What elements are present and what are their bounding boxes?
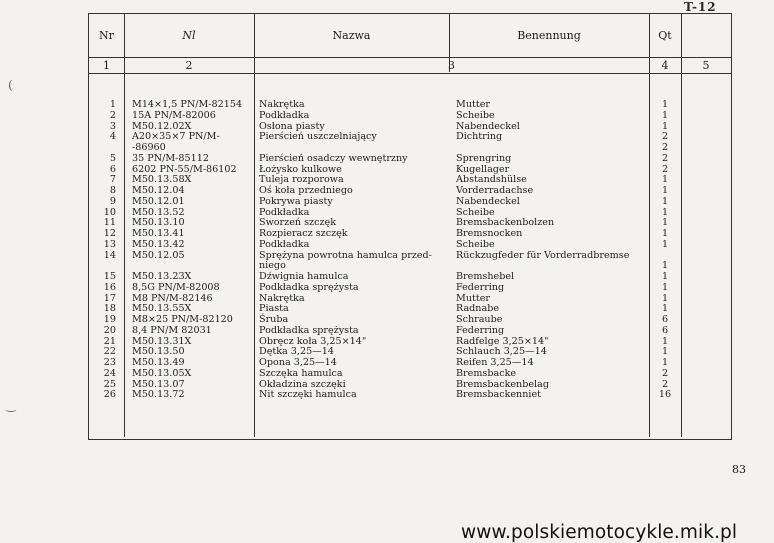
corner-label: T-12 bbox=[684, 0, 717, 14]
row-benennung: Radfelge 3,25×14" bbox=[456, 335, 549, 347]
table-row bbox=[89, 197, 731, 208]
row-nazwa: Pierścień uszczelniający bbox=[259, 131, 377, 143]
row-benennung: Rückzugfeder für Vorderradbremse bbox=[456, 249, 630, 261]
row-nr: 24 bbox=[103, 367, 116, 379]
column-number: 3 bbox=[448, 59, 455, 72]
table-row bbox=[89, 186, 731, 197]
footer-url: www.polskiemotocykle.mik.pl bbox=[461, 522, 738, 543]
table-row bbox=[89, 143, 731, 154]
row-benennung: Bremsbackenbolzen bbox=[456, 217, 555, 229]
row-qt: 1 bbox=[661, 174, 669, 186]
row-part-number: 15A PN/M-82006 bbox=[132, 109, 216, 121]
row-part-number: M50.13.10 bbox=[132, 217, 185, 229]
scan-mark: ( bbox=[8, 78, 13, 92]
column-number: 1 bbox=[103, 59, 110, 72]
row-part-number: M50.12.01 bbox=[132, 195, 185, 207]
row-nazwa: Sworzeń szczęk bbox=[259, 217, 337, 229]
row-nr: 26 bbox=[103, 389, 116, 401]
row-nazwa: Oś koła przedniego bbox=[259, 185, 353, 196]
table-row bbox=[89, 272, 731, 283]
row-benennung: Bremsbackenbelag bbox=[456, 378, 549, 390]
row-nr: 23 bbox=[103, 357, 116, 368]
row-nazwa: Podkładka bbox=[259, 206, 310, 218]
row-qt: 16 bbox=[658, 389, 672, 401]
row-part-number: M50.13.31X bbox=[132, 335, 192, 347]
row-part-number: 8,4 PN/M 82031 bbox=[132, 324, 212, 336]
table-row bbox=[89, 347, 731, 358]
row-benennung: Scheibe bbox=[456, 109, 495, 121]
table-row bbox=[89, 111, 731, 122]
row-qt: 2 bbox=[661, 163, 669, 175]
row-qt: 2 bbox=[661, 378, 669, 390]
row-nazwa: Dźwignia hamulca bbox=[259, 271, 349, 282]
row-qt: 2 bbox=[661, 131, 669, 143]
row-benennung: Scheibe bbox=[456, 206, 495, 218]
row-part-number: M14×1,5 PN/M-82154 bbox=[132, 99, 243, 110]
table-row bbox=[89, 326, 731, 337]
row-nr: 20 bbox=[103, 324, 116, 336]
row-nr: 2 bbox=[109, 109, 116, 121]
table-row bbox=[89, 315, 731, 326]
row-qt: 1 bbox=[661, 185, 669, 196]
row-nr: 9 bbox=[109, 195, 116, 207]
row-qt: 1 bbox=[661, 99, 669, 110]
row-qt: 1 bbox=[661, 195, 669, 207]
row-qt: 1 bbox=[661, 206, 669, 218]
table-row bbox=[89, 100, 731, 111]
row-benennung: Vorderradachse bbox=[456, 185, 534, 196]
scan-mark: ‿ bbox=[6, 398, 16, 412]
row-nazwa: Podkładka bbox=[259, 109, 310, 121]
row-qt: 1 bbox=[661, 281, 669, 293]
table-row bbox=[89, 175, 731, 186]
row-benennung: Bremshebel bbox=[456, 271, 515, 282]
row-nr: 21 bbox=[103, 335, 116, 347]
table-row bbox=[89, 132, 731, 143]
row-nr: 11 bbox=[103, 217, 116, 229]
row-nazwa: Dętka 3,25—14 bbox=[259, 346, 334, 358]
row-part-number: M50.13.42 bbox=[132, 238, 185, 250]
row-nazwa: Obręcz koła 3,25×14" bbox=[259, 335, 367, 347]
row-nr: 22 bbox=[103, 346, 116, 358]
column-number: 4 bbox=[661, 59, 669, 72]
row-part-number: M50.13.41 bbox=[132, 228, 185, 239]
row-nr: 14 bbox=[103, 249, 116, 261]
parts-table bbox=[88, 13, 732, 440]
row-qt: 6 bbox=[661, 314, 669, 325]
row-part-number: 8,5G PN/M-82008 bbox=[132, 281, 220, 293]
row-nr: 18 bbox=[103, 303, 116, 315]
column-number: 2 bbox=[185, 59, 193, 72]
row-qt: 1 bbox=[661, 260, 669, 272]
row-qt: 2 bbox=[661, 367, 669, 379]
header-nazwa: Nazwa bbox=[332, 29, 371, 42]
table-row bbox=[89, 283, 731, 294]
row-nazwa: Podkładka sprężysta bbox=[259, 281, 359, 293]
row-qt: 1 bbox=[661, 217, 669, 229]
row-benennung: Reifen 3,25—14 bbox=[456, 357, 534, 368]
table-row bbox=[89, 208, 731, 219]
row-qt: 1 bbox=[661, 303, 669, 315]
header-nl: Nl bbox=[182, 29, 196, 42]
row-nazwa: Podkładka sprężysta bbox=[259, 324, 359, 336]
row-nr: 13 bbox=[103, 238, 116, 250]
row-benennung: Nabendeckel bbox=[456, 195, 520, 207]
row-qt: 1 bbox=[661, 238, 669, 250]
row-nr: 25 bbox=[103, 378, 116, 390]
column-number-row bbox=[89, 58, 731, 74]
row-benennung: Kugellager bbox=[456, 163, 510, 175]
row-part-number: M50.12.05 bbox=[132, 249, 185, 261]
row-nr: 16 bbox=[103, 281, 116, 293]
row-nazwa: Pierścień osadczy wewnętrzny bbox=[259, 152, 408, 164]
row-benennung: Mutter bbox=[456, 99, 490, 110]
column-number: 5 bbox=[702, 59, 710, 72]
row-part-number: M50.13.05X bbox=[132, 367, 192, 379]
row-benennung: Radnabe bbox=[456, 303, 500, 315]
row-part-number: M50.13.23X bbox=[132, 271, 192, 282]
table-row bbox=[89, 251, 731, 262]
row-benennung: Schraube bbox=[456, 314, 503, 325]
row-part-number: M50.13.50 bbox=[132, 346, 185, 358]
row-benennung: Mutter bbox=[456, 292, 490, 304]
row-qt: 1 bbox=[661, 271, 669, 282]
row-nazwa: Osłona piasty bbox=[259, 120, 325, 132]
row-qt: 1 bbox=[661, 357, 669, 368]
row-nazwa: Pokrywa piasty bbox=[259, 195, 333, 207]
row-nr: 19 bbox=[103, 314, 116, 325]
row-nazwa: Rozpieracz szczęk bbox=[259, 228, 348, 239]
row-part-number: 35 PN/M-85112 bbox=[132, 152, 209, 164]
row-part-number: -86960 bbox=[132, 142, 166, 153]
row-part-number: M50.13.72 bbox=[132, 389, 185, 401]
page-number: 83 bbox=[732, 463, 746, 476]
row-nr: 15 bbox=[103, 271, 116, 282]
row-nr: 6 bbox=[109, 163, 116, 175]
row-part-number: 6202 PN-55/M-86102 bbox=[132, 163, 237, 175]
row-qt: 1 bbox=[661, 120, 669, 132]
table-row bbox=[89, 218, 731, 229]
row-benennung: Scheibe bbox=[456, 238, 495, 250]
row-nr: 3 bbox=[109, 120, 116, 132]
row-part-number: M50.13.49 bbox=[132, 357, 185, 368]
header-benennung: Benennung bbox=[517, 29, 581, 42]
row-nr: 5 bbox=[109, 152, 116, 164]
row-qt: 1 bbox=[661, 109, 669, 121]
table-row bbox=[89, 380, 731, 391]
row-benennung: Federring bbox=[456, 281, 505, 293]
row-nazwa: Piasta bbox=[259, 303, 289, 315]
row-qt: 1 bbox=[661, 335, 669, 347]
row-benennung: Sprengring bbox=[456, 152, 512, 164]
row-benennung: Dichtring bbox=[456, 131, 503, 143]
row-benennung: Bremsbacke bbox=[456, 367, 517, 379]
row-nazwa: Śruba bbox=[259, 314, 289, 325]
row-part-number: M50.13.07 bbox=[132, 378, 185, 390]
row-part-number: M50.12.02X bbox=[132, 120, 192, 132]
row-benennung: Federring bbox=[456, 324, 505, 336]
row-nazwa: Nakrętka bbox=[259, 99, 305, 110]
row-nazwa: Podkładka bbox=[259, 238, 310, 250]
table-row bbox=[89, 154, 731, 165]
table-row bbox=[89, 337, 731, 348]
row-qt: 1 bbox=[661, 292, 669, 304]
row-qt: 1 bbox=[661, 228, 669, 239]
row-part-number: M8×25 PN/M-82120 bbox=[132, 314, 233, 325]
row-nazwa: Nit szczęki hamulca bbox=[259, 389, 357, 401]
row-part-number: M50.13.58X bbox=[132, 174, 192, 186]
table-row bbox=[89, 358, 731, 369]
row-nazwa: Sprężyna powrotna hamulca przed- bbox=[259, 249, 432, 261]
row-nazwa: Szczęka hamulca bbox=[259, 367, 343, 379]
table-row bbox=[89, 369, 731, 380]
row-part-number: A20×35×7 PN/M- bbox=[132, 131, 220, 143]
header-qt: Qt bbox=[658, 29, 672, 42]
row-qt: 6 bbox=[661, 324, 669, 336]
row-nazwa: Nakrętka bbox=[259, 292, 305, 304]
row-nazwa: Opona 3,25—14 bbox=[259, 357, 337, 368]
row-nr: 10 bbox=[103, 206, 116, 218]
row-qt: 2 bbox=[661, 152, 669, 164]
row-benennung: Bremsnocken bbox=[456, 228, 523, 239]
header-row bbox=[89, 14, 731, 58]
row-part-number: M50.12.04 bbox=[132, 185, 185, 196]
row-benennung: Bremsbackenniet bbox=[456, 389, 542, 401]
row-nazwa: Okładzina szczęki bbox=[259, 378, 346, 390]
row-part-number: M50.13.55X bbox=[132, 303, 192, 315]
row-nr: 17 bbox=[103, 292, 116, 304]
row-nr: 8 bbox=[109, 185, 116, 196]
table-body bbox=[89, 74, 731, 439]
header-nr: Nr bbox=[99, 29, 114, 42]
row-benennung: Nabendeckel bbox=[456, 120, 520, 132]
row-part-number: M50.13.52 bbox=[132, 206, 185, 218]
row-qt: 2 bbox=[661, 142, 669, 153]
row-qt: 1 bbox=[661, 346, 669, 358]
row-nazwa: niego bbox=[259, 260, 286, 272]
row-nr: 4 bbox=[109, 131, 116, 143]
table-row bbox=[89, 229, 731, 240]
row-nr: 12 bbox=[103, 228, 116, 239]
table-row bbox=[89, 390, 731, 401]
row-nr: 7 bbox=[109, 174, 116, 186]
row-part-number: M8 PN/M-82146 bbox=[132, 292, 213, 304]
table-row bbox=[89, 240, 731, 251]
row-benennung: Abstandshülse bbox=[456, 174, 527, 186]
row-nazwa: Łożysko kulkowe bbox=[259, 163, 342, 175]
row-nazwa: Tuleja rozporowa bbox=[259, 174, 344, 186]
row-nr: 1 bbox=[109, 99, 116, 110]
row-benennung: Schlauch 3,25—14 bbox=[456, 346, 547, 358]
